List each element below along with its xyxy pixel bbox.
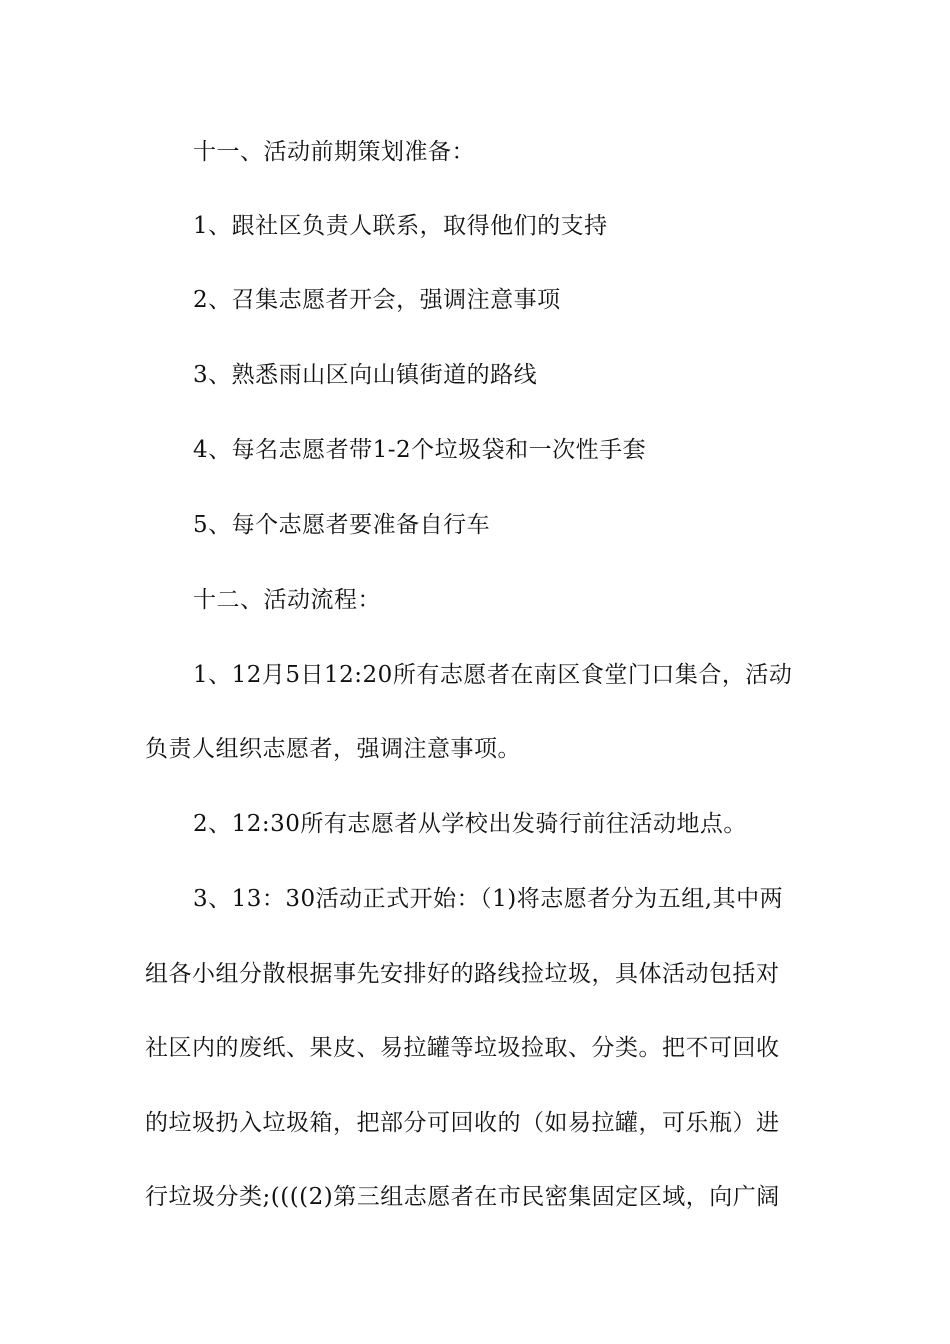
flow-item-3-line-3: 社区内的废纸、果皮、易拉罐等垃圾捡取、分类。把不可回收 [145, 1035, 780, 1061]
section-heading-11: 十一、活动前期策划准备： [193, 139, 475, 165]
flow-item-1-line-1: 1、12月5日12:20所有志愿者在南区食堂门口集合，活动 [193, 662, 793, 688]
flow-item-1-line-2: 负责人组织志愿者，强调注意事项。 [145, 736, 521, 762]
prep-item-5: 5、每个志愿者要准备自行车 [193, 512, 491, 538]
prep-item-2: 2、召集志愿者开会，强调注意事项 [193, 287, 561, 313]
flow-item-3-line-2: 组各小组分散根据事先安排好的路线捡垃圾，具体活动包括对 [145, 961, 780, 987]
flow-item-3-line-4: 的垃圾扔入垃圾箱，把部分可回收的（如易拉罐，可乐瓶）进 [145, 1110, 780, 1136]
flow-item-2: 2、12:30所有志愿者从学校出发骑行前往活动地点。 [193, 811, 747, 837]
prep-item-4: 4、每名志愿者带1-2个垃圾袋和一次性手套 [193, 437, 647, 463]
section-heading-12: 十二、活动流程： [193, 587, 381, 613]
prep-item-1: 1、跟社区负责人联系，取得他们的支持 [193, 213, 608, 239]
flow-item-3-line-5: 行垃圾分类;((((2)第三组志愿者在市民密集固定区域，向广阔 [145, 1184, 780, 1210]
flow-item-3-line-1: 3、13：30活动正式开始：（1)将志愿者分为五组,其中两 [193, 886, 784, 912]
prep-item-3: 3、熟悉雨山区向山镇街道的路线 [193, 362, 538, 388]
